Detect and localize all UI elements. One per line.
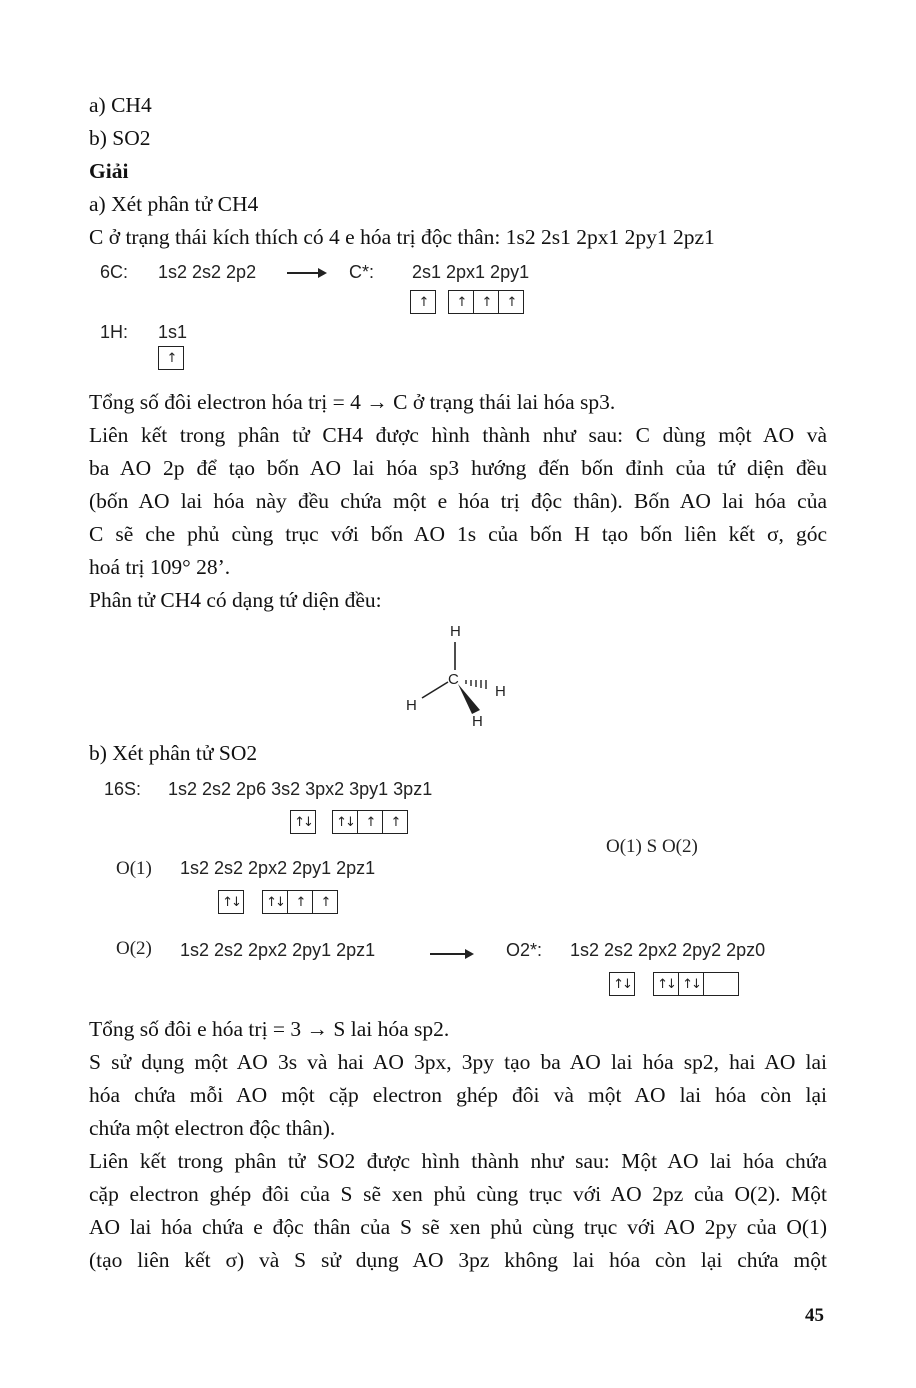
o2-star-config: 1s2 2s2 2px2 2py2 2pz0	[570, 940, 766, 960]
o1-label: O(1)	[116, 858, 152, 879]
paragraph-line: C sẽ che phủ cùng trục với bốn AO 1s của bốn H tạo bốn liên kết σ, góc	[89, 522, 827, 546]
arrow-icon	[287, 272, 325, 274]
orbital-cell: ↑↓	[654, 973, 679, 995]
orbital-cell: ↑↓	[679, 973, 704, 995]
paragraph-line: (bốn AO lai hóa này đều chứa một e hóa trị độc thân). Bốn AO lai hóa của	[89, 489, 827, 513]
methane-h-left: H	[406, 697, 417, 714]
s-label: 16S:	[104, 779, 142, 799]
orbital-cell: ↑↓	[222, 894, 240, 910]
h-config: 1s1	[158, 322, 188, 342]
o1-config: 1s2 2s2 2px2 2py1 2pz1	[180, 858, 376, 878]
line-question-b: b) SO2	[89, 126, 151, 150]
h-label: 1H:	[100, 322, 129, 342]
paragraph-line: hóa chứa mỗi AO một cặp electron ghép đôi và một AO lai hóa còn lại	[89, 1083, 827, 1107]
orbital-cell: ↑	[320, 894, 330, 910]
s-config: 1s2 2s2 2p6 3s2 3px2 3py1 3pz1	[168, 779, 433, 799]
line-c-excited: C ở trạng thái kích thích có 4 e hóa trị độc thân: 1s2 2s1 2px1 2py1 2pz1	[89, 225, 715, 249]
orbital-cell: ↑↓	[294, 814, 312, 830]
methane-h-bottom: H	[472, 713, 483, 730]
o2-star-orbital-box-2p	[653, 972, 739, 996]
line-ch4-shape: Phân tử CH4 có dạng tứ diện đều:	[89, 588, 382, 612]
c-config: 1s2 2s2 2p2	[158, 262, 257, 282]
bond-line	[422, 682, 448, 698]
methane-h-right: H	[495, 683, 506, 700]
wedge-bond	[458, 684, 480, 714]
arrow-icon	[430, 953, 472, 955]
paragraph-line: (tạo liên kết σ) và S sử dụng AO 3pz không lai hóa còn lại chứa một	[89, 1248, 827, 1272]
methane-structure	[400, 618, 520, 733]
paragraph-line: Liên kết trong phân tử SO2 được hình thành như sau: Một AO lai hóa chứa	[89, 1149, 827, 1173]
hashed-bond	[466, 680, 486, 689]
paragraph-line: S sử dụng một AO 3s và hai AO 3px, 3py tạo ba AO lai hóa sp2, hai AO lai	[89, 1050, 827, 1074]
page-number: 45	[805, 1305, 824, 1326]
line-question-a: a) CH4	[89, 93, 152, 117]
line-consider-so2: b) Xét phân tử SO2	[89, 741, 258, 765]
paragraph-line: Liên kết trong phân tử CH4 được hình thành như sau: C dùng một AO và	[89, 423, 827, 447]
orbital-cell: ↑	[358, 811, 383, 833]
line-total-pairs-so2: Tổng số đôi e hóa trị = 3 → S lai hóa sp2.	[89, 1017, 450, 1041]
c-orbital-box-2s	[410, 290, 436, 314]
orbital-cell: ↑	[506, 294, 516, 310]
orbital-cell: ↑	[474, 291, 499, 313]
orbital-cell: ↑	[166, 350, 176, 366]
paragraph-line: ba AO 2p để tạo bốn AO lai hóa sp3 hướng đến bốn đỉnh của tứ diện đều	[89, 456, 827, 480]
methane-c: C	[448, 671, 459, 688]
paragraph-line: hoá trị 109° 28’.	[89, 555, 231, 579]
orbital-cell: ↑↓	[333, 811, 358, 833]
heading-solution: Giải	[89, 159, 129, 183]
paragraph-line: chứa một electron độc thân).	[89, 1116, 336, 1140]
so2-atoms-label: O(1) S O(2)	[606, 836, 698, 857]
s-orbital-box-3s	[290, 810, 316, 834]
h-orbital-box	[158, 346, 184, 370]
line-consider-ch4: a) Xét phân tử CH4	[89, 192, 259, 216]
paragraph-line: cặp electron ghép đôi của S sẽ xen phủ cùng trục với AO 2pz của O(2). Một	[89, 1182, 827, 1206]
orbital-cell: ↑↓	[613, 976, 631, 992]
paragraph-line: AO lai hóa chứa e độc thân của S sẽ xen phủ cùng trục với AO 2py của O(1)	[89, 1215, 827, 1239]
orbital-cell: ↑	[288, 891, 313, 913]
c-orbital-box-2p	[448, 290, 524, 314]
s-orbital-box-3p	[332, 810, 408, 834]
orbital-cell: ↑	[418, 294, 428, 310]
c-label: 6C:	[100, 262, 129, 282]
c-star-config: 2s1 2px1 2py1	[412, 262, 530, 282]
o2-config: 1s2 2s2 2px2 2py1 2pz1	[180, 940, 376, 960]
o1-orbital-box-2s	[218, 890, 244, 914]
orbital-cell: ↑↓	[263, 891, 288, 913]
line-total-pairs-ch4: Tổng số đôi electron hóa trị = 4 → C ở trạng thái lai hóa sp3.	[89, 390, 616, 414]
o2-label: O(2)	[116, 938, 152, 959]
o2-star-label: O2*:	[506, 940, 543, 960]
o1-orbital-box-2p	[262, 890, 338, 914]
orbital-cell: ↑	[449, 291, 474, 313]
orbital-cell	[704, 973, 738, 995]
orbital-cell: ↑	[390, 814, 400, 830]
methane-h-top: H	[450, 623, 461, 640]
o2-star-orbital-box-2s	[609, 972, 635, 996]
c-star-label: C*:	[349, 262, 375, 282]
